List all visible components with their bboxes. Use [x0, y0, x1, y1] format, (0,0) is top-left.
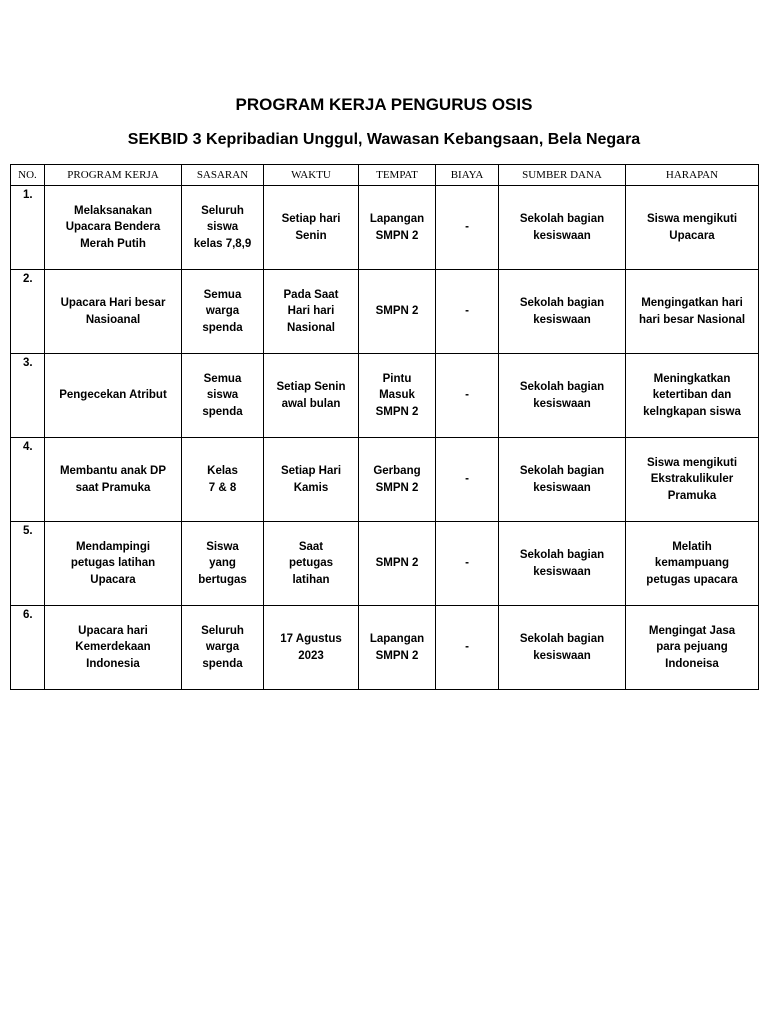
cell-program-kerja: Upacara hari Kemerdekaan Indonesia	[45, 606, 182, 690]
cell-waktu: 17 Agustus 2023	[264, 606, 359, 690]
cell-harapan: Melatih kemampuang petugas upacara	[626, 522, 759, 606]
table-row	[11, 522, 759, 606]
cell-sasaran: Seluruh warga spenda	[182, 606, 264, 690]
header-harapan: HARAPAN	[626, 165, 759, 186]
header-no: NO.	[11, 165, 45, 186]
cell-sumber-dana: Sekolah bagian kesiswaan	[499, 270, 626, 354]
header-sasaran: SASARAN	[182, 165, 264, 186]
cell-no: 3.	[11, 354, 45, 438]
table-body	[11, 186, 759, 690]
cell-biaya: -	[436, 354, 499, 438]
document-subtitle: SEKBID 3 Kepribadian Unggul, Wawasan Kebangsaan, Bela Negara	[127, 131, 641, 148]
cell-program-kerja: Mendampingi petugas latihan Upacara	[45, 522, 182, 606]
header-program-kerja: PROGRAM KERJA	[45, 165, 182, 186]
cell-program-kerja: Upacara Hari besar Nasioanal	[45, 270, 182, 354]
cell-program-kerja: Melaksanakan Upacara Bendera Merah Putih	[45, 186, 182, 270]
header-tempat: TEMPAT	[359, 165, 436, 186]
cell-no: 2.	[11, 270, 45, 354]
document-title: PROGRAM KERJA PENGURUS OSIS	[235, 95, 533, 114]
cell-sumber-dana: Sekolah bagian kesiswaan	[499, 354, 626, 438]
cell-biaya: -	[436, 186, 499, 270]
cell-sasaran: Seluruh siswa kelas 7,8,9	[182, 186, 264, 270]
cell-waktu: Saat petugas latihan	[264, 522, 359, 606]
cell-sumber-dana: Sekolah bagian kesiswaan	[499, 438, 626, 522]
cell-sumber-dana: Sekolah bagian kesiswaan	[499, 606, 626, 690]
cell-waktu: Setiap Senin awal bulan	[264, 354, 359, 438]
cell-biaya: -	[436, 606, 499, 690]
table-row	[11, 270, 759, 354]
program-table	[10, 164, 759, 690]
cell-sasaran: Semua warga spenda	[182, 270, 264, 354]
header-waktu: WAKTU	[264, 165, 359, 186]
table-row	[11, 606, 759, 690]
cell-harapan: Mengingat Jasa para pejuang Indoneisa	[626, 606, 759, 690]
cell-sumber-dana: Sekolah bagian kesiswaan	[499, 186, 626, 270]
cell-tempat: Lapangan SMPN 2	[359, 186, 436, 270]
cell-no: 5.	[11, 522, 45, 606]
table-row	[11, 186, 759, 270]
cell-biaya: -	[436, 522, 499, 606]
cell-no: 6.	[11, 606, 45, 690]
cell-no: 4.	[11, 438, 45, 522]
cell-sumber-dana: Sekolah bagian kesiswaan	[499, 522, 626, 606]
cell-waktu: Setiap hari Senin	[264, 186, 359, 270]
cell-no: 1.	[11, 186, 45, 270]
cell-harapan: Mengingatkan hari hari besar Nasional	[626, 270, 759, 354]
cell-harapan: Siswa mengikuti Ekstrakulikuler Pramuka	[626, 438, 759, 522]
cell-tempat: SMPN 2	[359, 522, 436, 606]
cell-program-kerja: Membantu anak DP saat Pramuka	[45, 438, 182, 522]
cell-biaya: -	[436, 270, 499, 354]
table-row	[11, 438, 759, 522]
cell-harapan: Siswa mengikuti Upacara	[626, 186, 759, 270]
cell-tempat: Pintu Masuk SMPN 2	[359, 354, 436, 438]
cell-biaya: -	[436, 438, 499, 522]
cell-harapan: Meningkatkan ketertiban dan kelngkapan siswa	[626, 354, 759, 438]
cell-sasaran: Siswa yang bertugas	[182, 522, 264, 606]
cell-waktu: Setiap Hari Kamis	[264, 438, 359, 522]
table-row	[11, 354, 759, 438]
table-header-row	[11, 165, 759, 186]
cell-tempat: Gerbang SMPN 2	[359, 438, 436, 522]
cell-waktu: Pada Saat Hari hari Nasional	[264, 270, 359, 354]
header-sumber-dana: SUMBER DANA	[499, 165, 626, 186]
cell-sasaran: Semua siswa spenda	[182, 354, 264, 438]
header-biaya: BIAYA	[436, 165, 499, 186]
cell-program-kerja: Pengecekan Atribut	[45, 354, 182, 438]
cell-sasaran: Kelas 7 & 8	[182, 438, 264, 522]
cell-tempat: Lapangan SMPN 2	[359, 606, 436, 690]
cell-tempat: SMPN 2	[359, 270, 436, 354]
